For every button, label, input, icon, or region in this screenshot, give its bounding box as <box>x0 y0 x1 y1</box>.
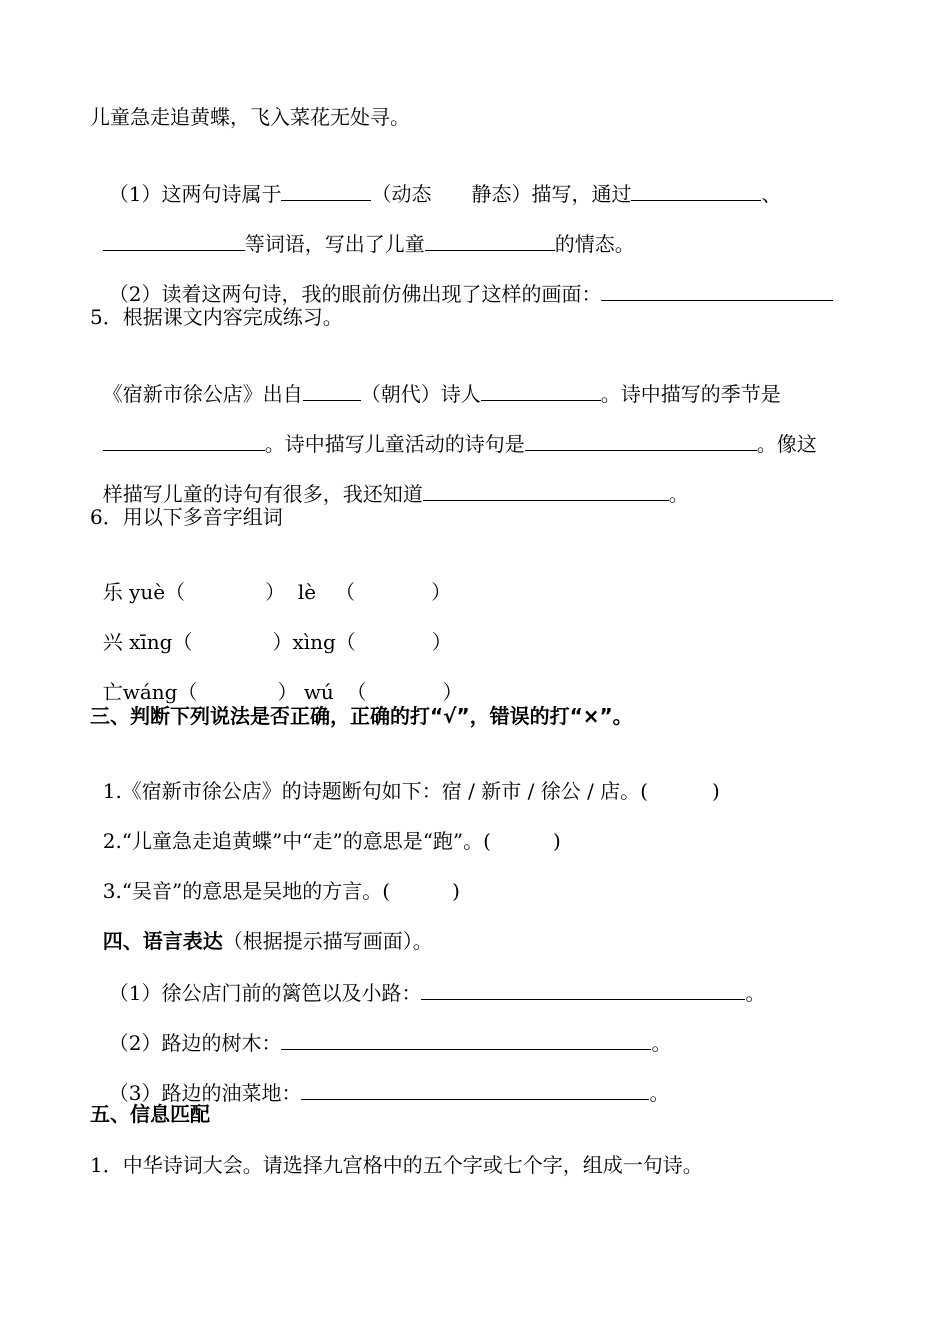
pinyin: lè <box>297 580 317 604</box>
section-4-hint: （根据提示描写画面）。 <box>222 929 433 953</box>
q4-1-end: 、 <box>761 182 782 206</box>
q5-line-2 <box>90 404 817 457</box>
polyphone-char: 亡 <box>102 680 123 704</box>
polyphone-char: 兴 <box>102 630 123 654</box>
answer-blank[interactable] <box>103 230 245 251</box>
q6-title: 6．用以下多音字组词 <box>90 505 283 529</box>
q5-line-1 <box>90 354 781 407</box>
pinyin: wáng <box>122 680 178 704</box>
q6-row-2: 兴 xīng（ ）xìng（ ） <box>102 630 452 654</box>
answer-blank[interactable] <box>301 1079 649 1100</box>
q5-title: 5．根据课文内容完成练习。 <box>90 305 343 329</box>
prompt: （3）路边的油菜地： <box>108 1081 302 1105</box>
sec5-item-1: 1．中华诗词大会。请选择九宫格中的五个字或七个字，组成一句诗。 <box>90 1153 703 1177</box>
q5-text: 。 <box>668 482 689 506</box>
q4-1-prefix: （1）这两句诗属于 <box>108 182 282 206</box>
q4-1-line-1 <box>96 154 781 207</box>
q4-1-mid: （动态 静态）描写，通过 <box>371 182 632 206</box>
q4-1-line-2 <box>90 204 635 257</box>
prompt: （1）徐公店门前的篱笆以及小路： <box>108 981 422 1005</box>
section-3-title: 三、判断下列说法是否正确，正确的打“√”，错误的打“×”。 <box>90 704 633 728</box>
answer-blank[interactable] <box>601 280 833 301</box>
sec3-item-2: 2.“儿童急走追黄蝶”中“走”的意思是“跑”。( ) <box>102 829 561 853</box>
answer-blank[interactable] <box>525 430 757 451</box>
q6-row-1: 乐 yuè（ ） lè （ ） <box>102 580 452 604</box>
answer-blank[interactable] <box>631 180 761 201</box>
polyphone-char: 乐 <box>102 580 123 604</box>
sec3-item-3: 3.“吴音”的意思是吴地的方言。( ) <box>102 879 460 903</box>
answer-blank[interactable] <box>303 380 361 401</box>
pinyin: xìng <box>292 630 336 654</box>
q5-text: （朝代）诗人 <box>360 382 481 406</box>
judge-statement: 2.“儿童急走追黄蝶”中“走”的意思是“跑”。( <box>102 829 491 853</box>
sec3-item-1: 1.《宿新市徐公店》的诗题断句如下：宿 / 新市 / 徐公 / 店。( ) <box>102 779 720 803</box>
poem-line: 儿童急走追黄蝶，飞入菜花无处寻。 <box>90 105 410 129</box>
judge-statement: 3.“吴音”的意思是吴地的方言。( <box>102 879 391 903</box>
sec4-item-3: （3）路边的油菜地： 。 <box>108 1081 670 1105</box>
q5-text: 。诗中描写的季节是 <box>600 382 781 406</box>
section-4-heading <box>90 902 433 954</box>
q6-row-3: 亡wáng（ ） wú （ ） <box>102 680 463 704</box>
q4-2-line <box>96 254 833 307</box>
answer-blank[interactable] <box>481 380 601 401</box>
q5-line-3 <box>90 454 689 507</box>
answer-blank[interactable] <box>425 230 555 251</box>
answer-blank[interactable] <box>281 1029 651 1050</box>
judge-statement: 1.《宿新市徐公店》的诗题断句如下：宿 / 新市 / 徐公 / 店。( <box>102 779 648 803</box>
answer-blank[interactable] <box>103 430 265 451</box>
pinyin: xīng <box>129 630 173 654</box>
q5-text: 《宿新市徐公店》出自 <box>102 382 303 406</box>
section-4-title: 四、语言表达 <box>102 929 223 953</box>
q5-text: 样描写儿童的诗句有很多，我还知道 <box>102 482 423 506</box>
prompt: （2）路边的树木： <box>108 1031 282 1055</box>
q5-text: 。像这 <box>756 432 817 456</box>
answer-blank[interactable] <box>423 480 669 501</box>
sec4-item-1: （1）徐公店门前的篱笆以及小路： 。 <box>108 981 766 1005</box>
q5-text: 。诗中描写儿童活动的诗句是 <box>264 432 525 456</box>
pinyin: yuè <box>129 580 166 604</box>
answer-blank[interactable] <box>421 979 745 1000</box>
q4-1-end2: 的情态。 <box>554 232 635 256</box>
pinyin: wú <box>303 680 334 704</box>
sec4-item-2: （2）路边的树木： 。 <box>108 1031 672 1055</box>
answer-blank[interactable] <box>281 180 371 201</box>
q4-2-text: （2）读着这两句诗，我的眼前仿佛出现了这样的画面： <box>108 282 602 306</box>
section-5-title: 五、信息匹配 <box>90 1102 210 1126</box>
q4-1-mid2: 等词语，写出了儿童 <box>244 232 425 256</box>
